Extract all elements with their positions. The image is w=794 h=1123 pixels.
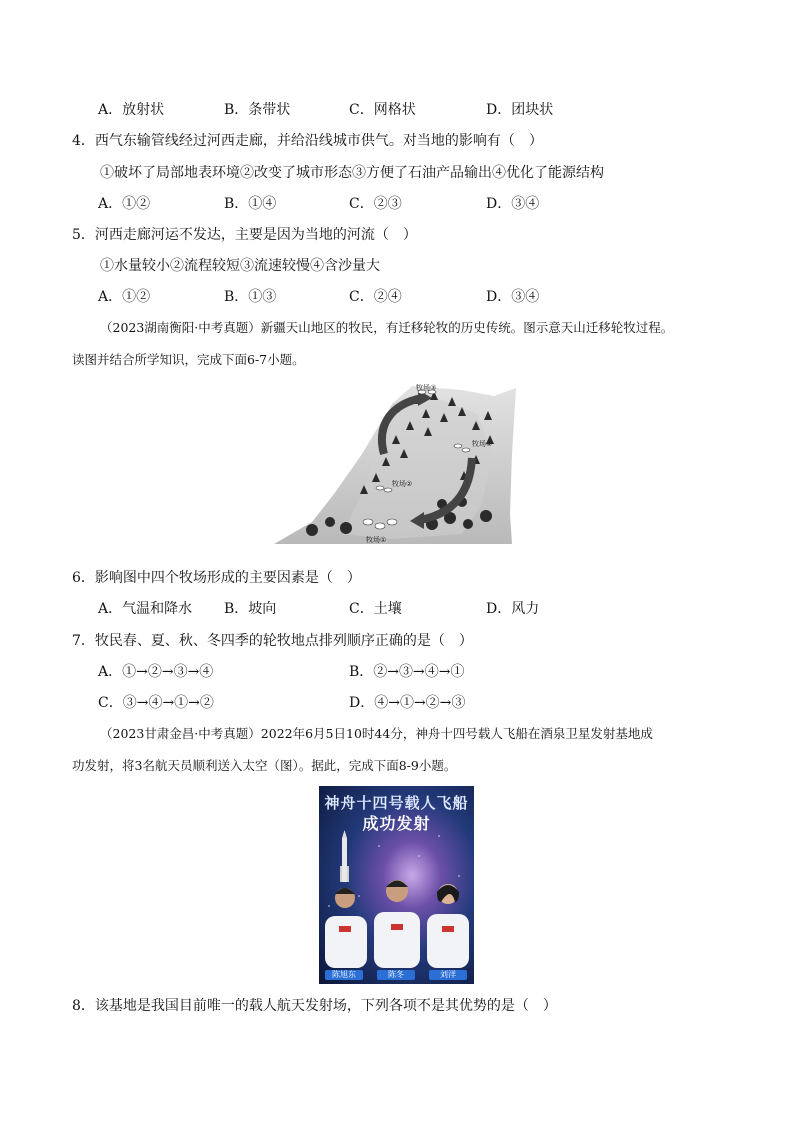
- q6-option-d: D．风力: [486, 601, 540, 617]
- q7-option-b: B．②→③→④→①: [349, 664, 465, 680]
- intro-8-9-line1: （2023甘肃金昌·中考真题）2022年6月5日10时44分，神舟十四号载人飞船在酒泉卫星发射基地成: [100, 726, 653, 741]
- intro-6-7-line1: （2023湖南衡阳·中考真题）新疆天山地区的牧民，有迁移轮牧的历史传统。图示意天山迁移轮牧过程。: [100, 320, 674, 335]
- poster-title-line1: 神舟十四号载人飞船: [324, 794, 469, 812]
- q8-stem: 8．该基地是我国目前唯一的载人航天发射场，下列各项不是其优势的是（ ）: [72, 998, 557, 1014]
- q4-option-a: A．①②: [98, 196, 151, 212]
- q5-option-d: D．③④: [486, 289, 540, 305]
- astronaut-name-2: 陈冬: [377, 970, 415, 980]
- astronaut-name-3: 刘洋: [429, 970, 467, 980]
- q7-option-a: A．①→②→③→④: [98, 664, 214, 680]
- poster-graphic: [319, 786, 474, 984]
- q4-stem: 4．西气东输管线经过河西走廊，并给沿线城市供气。对当地的影响有（ ）: [72, 133, 543, 149]
- q5-items: ①水量较小②流程较短③流速较慢④含沙量大: [100, 258, 380, 274]
- shenzhou-poster: [319, 786, 474, 984]
- tianshan-grazing-map: [272, 384, 518, 550]
- q6-option-b: B．坡向: [224, 601, 277, 617]
- map-label-pasture-1: 牧场①: [366, 536, 387, 544]
- q3-option-d: D．团块状: [486, 102, 554, 118]
- q7-option-d: D．④→①→②→③: [349, 695, 466, 711]
- q6-option-a: A．气温和降水: [98, 601, 193, 617]
- map-label-pasture-3: 牧场③: [416, 384, 437, 392]
- q7-stem: 7．牧民春、夏、秋、冬四季的轮牧地点排列顺序正确的是（ ）: [72, 633, 473, 649]
- q4-option-c: C．②③: [349, 196, 402, 212]
- q3-option-a: A．放射状: [98, 102, 165, 118]
- rocket-icon: [340, 830, 349, 882]
- map-label-pasture-2: 牧场②: [392, 480, 413, 488]
- q4-option-b: B．①④: [224, 196, 277, 212]
- q4-option-d: D．③④: [486, 196, 540, 212]
- q7-option-c: C．③→④→①→②: [98, 695, 214, 711]
- astronauts: [325, 880, 469, 968]
- intro-8-9-line2: 功发射，将3名航天员顺利送入太空（图）。据此，完成下面8-9小题。: [72, 758, 457, 773]
- q5-option-b: B．①③: [224, 289, 277, 305]
- astronaut-name-1: 陈旭东: [325, 970, 363, 980]
- q3-option-c: C．网格状: [349, 102, 416, 118]
- q3-option-b: B．条带状: [224, 102, 291, 118]
- q5-stem: 5．河西走廊河运不发达，主要是因为当地的河流（ ）: [72, 227, 417, 243]
- map-label-pasture-4: 牧场④: [472, 440, 493, 448]
- poster-title-line2: 成功发射: [362, 814, 431, 833]
- intro-6-7-line2: 读图并结合所学知识，完成下面6-7小题。: [72, 352, 305, 367]
- q6-stem: 6．影响图中四个牧场形成的主要因素是（ ）: [72, 570, 361, 586]
- q5-option-a: A．①②: [98, 289, 151, 305]
- q5-option-c: C．②④: [349, 289, 402, 305]
- q4-items: ①破坏了局部地表环境②改变了城市形态③方便了石油产品输出④优化了能源结构: [100, 165, 604, 181]
- q6-option-c: C．土壤: [349, 601, 402, 617]
